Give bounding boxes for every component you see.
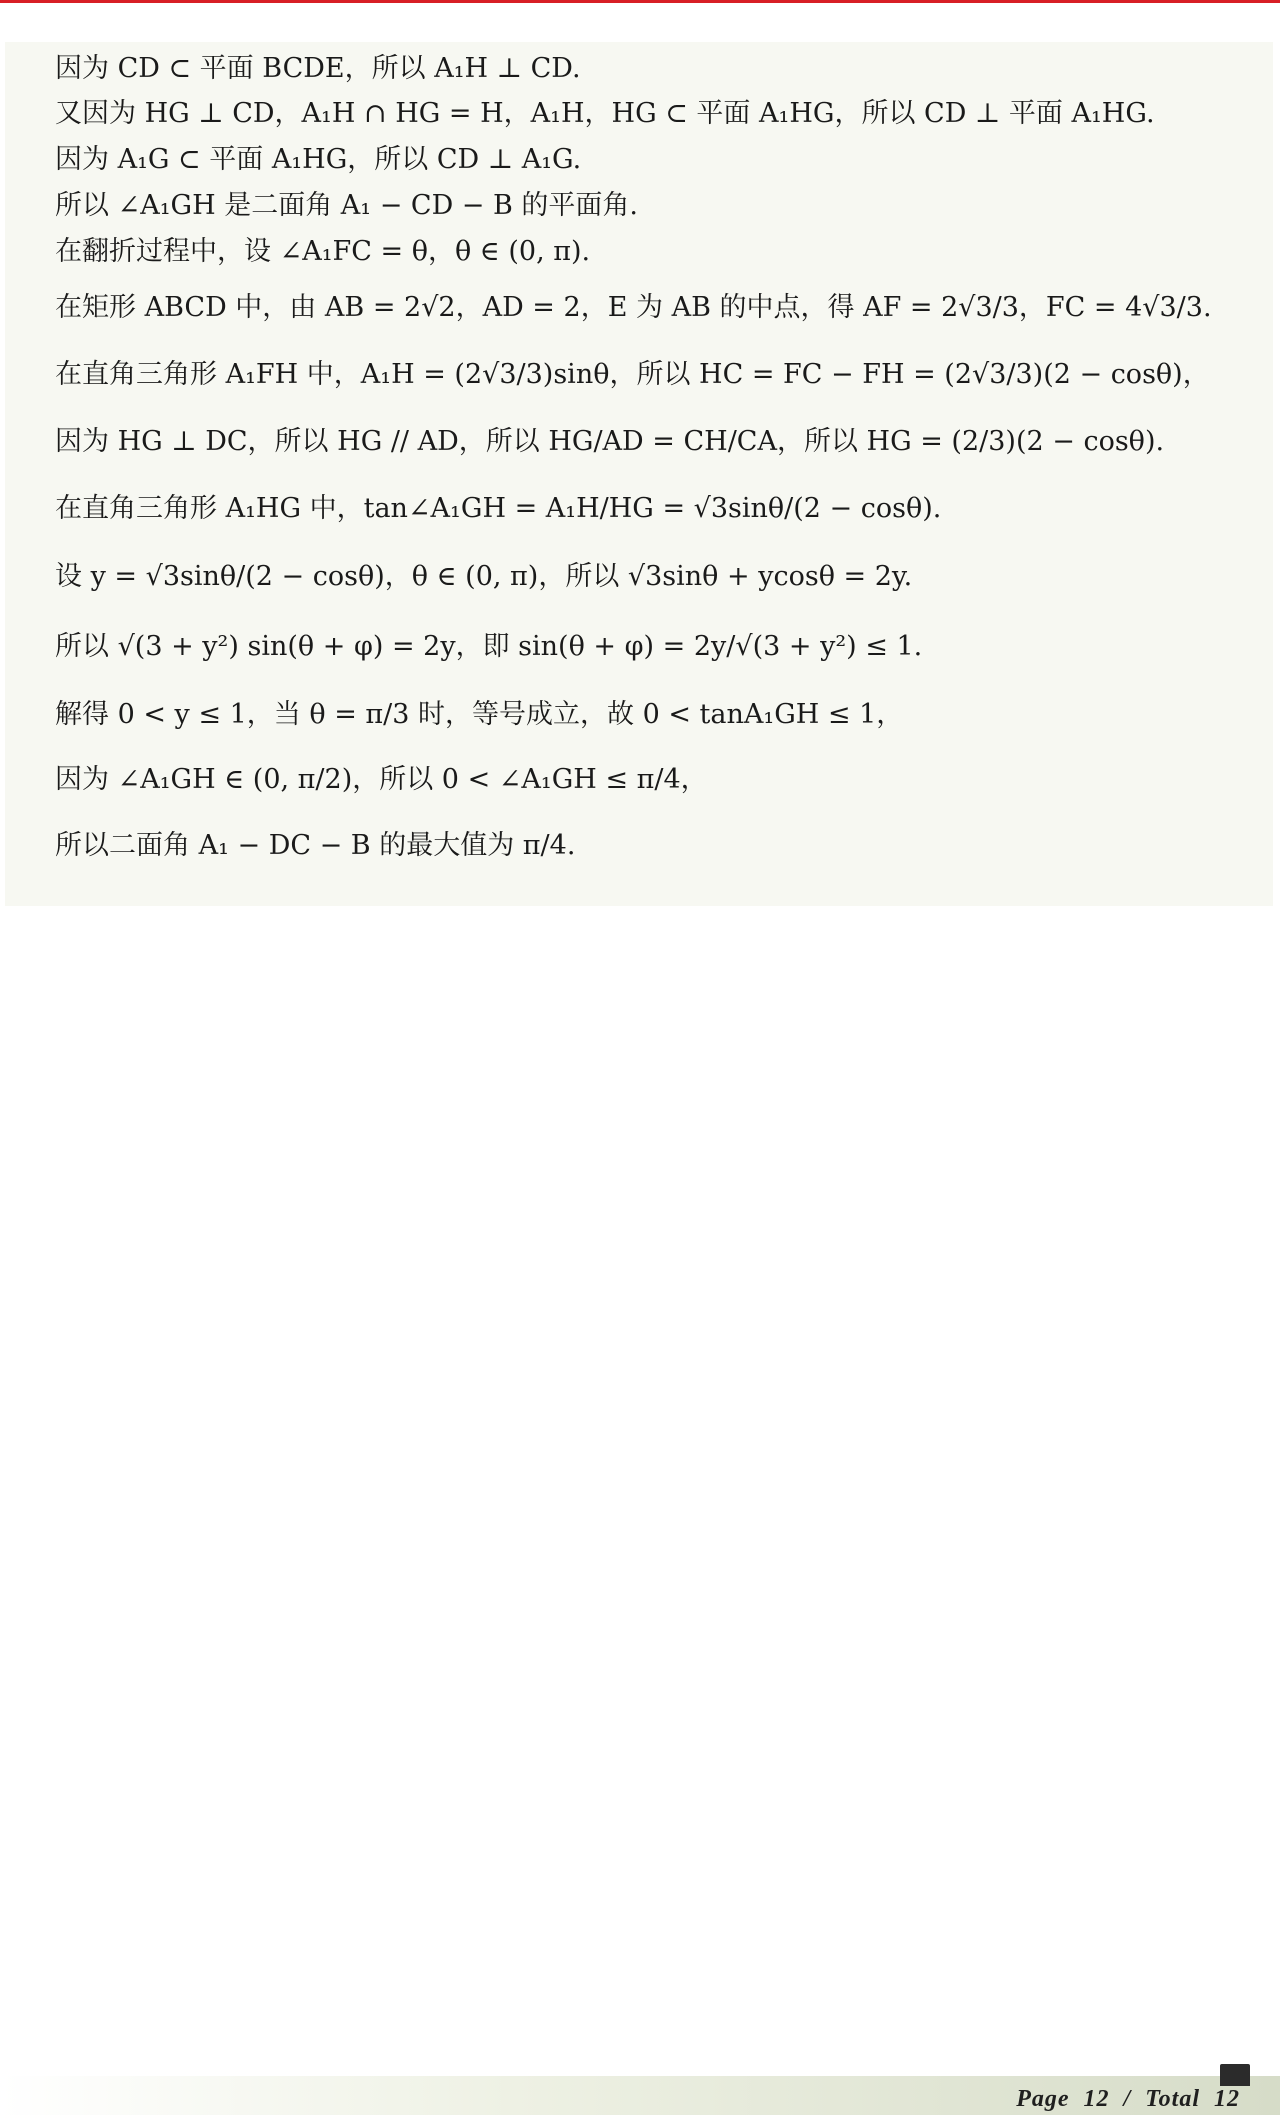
footer-tab-marker — [1220, 2064, 1250, 2086]
footer-page-number: 12 — [1083, 2086, 1110, 2112]
footer-page-label: Page — [1016, 2086, 1070, 2112]
solution-line-12: 解得 0 < y ≤ 1，当 θ = π/3 时，等号成立，故 0 < tanA₁GH ≤ 1， — [55, 698, 904, 730]
page-footer — [1002, 2086, 1240, 2113]
solution-line-14: 所以二面角 A₁ − DC − B 的最大值为 π/4. — [55, 829, 576, 861]
solution-line-6: 在矩形 ABCD 中，由 AB = 2√2，AD = 2，E 为 AB 的中点，得 AF = 2√3/3，FC = 4√3/3. — [55, 291, 1212, 323]
footer-total-number: 12 — [1214, 2086, 1240, 2112]
top-red-rule — [0, 0, 1280, 3]
solution-line-9: 在直角三角形 A₁HG 中，tan∠A₁GH = A₁H/HG = √3sinθ/(2 − cosθ). — [55, 492, 942, 524]
solution-line-10: 设 y = √3sinθ/(2 − cosθ)，θ ∈ (0, π)，所以 √3sinθ + ycosθ = 2y. — [55, 560, 913, 592]
solution-line-2: 又因为 HG ⊥ CD，A₁H ∩ HG = H，A₁H，HG ⊂ 平面 A₁HG，所以 CD ⊥ 平面 A₁HG. — [55, 97, 1155, 129]
solution-line-11: 所以 √(3 + y²) sin(θ + φ) = 2y，即 sin(θ + φ) = 2y/√(3 + y²) ≤ 1. — [55, 630, 923, 662]
solution-line-5: 在翻折过程中，设 ∠A₁FC = θ，θ ∈ (0, π). — [55, 235, 591, 267]
solution-text-block — [5, 42, 1273, 906]
solution-line-3: 因为 A₁G ⊂ 平面 A₁HG，所以 CD ⊥ A₁G. — [55, 143, 582, 175]
solution-line-4: 所以 ∠A₁GH 是二面角 A₁ − CD − B 的平面角. — [55, 189, 639, 221]
footer-separator: / — [1123, 2086, 1132, 2112]
solution-line-13: 因为 ∠A₁GH ∈ (0, π/2)，所以 0 < ∠A₁GH ≤ π/4， — [55, 763, 708, 795]
solution-line-8: 因为 HG ⊥ DC，所以 HG // AD，所以 HG/AD = CH/CA，所以 HG = (2/3)(2 − cosθ). — [55, 425, 1165, 457]
solution-line-7: 在直角三角形 A₁FH 中，A₁H = (2√3/3)sinθ，所以 HC = FC − FH = (2√3/3)(2 − cosθ)， — [55, 358, 1210, 390]
solution-line-1: 因为 CD ⊂ 平面 BCDE，所以 A₁H ⊥ CD. — [55, 52, 581, 84]
footer-total-label: Total — [1145, 2086, 1200, 2112]
